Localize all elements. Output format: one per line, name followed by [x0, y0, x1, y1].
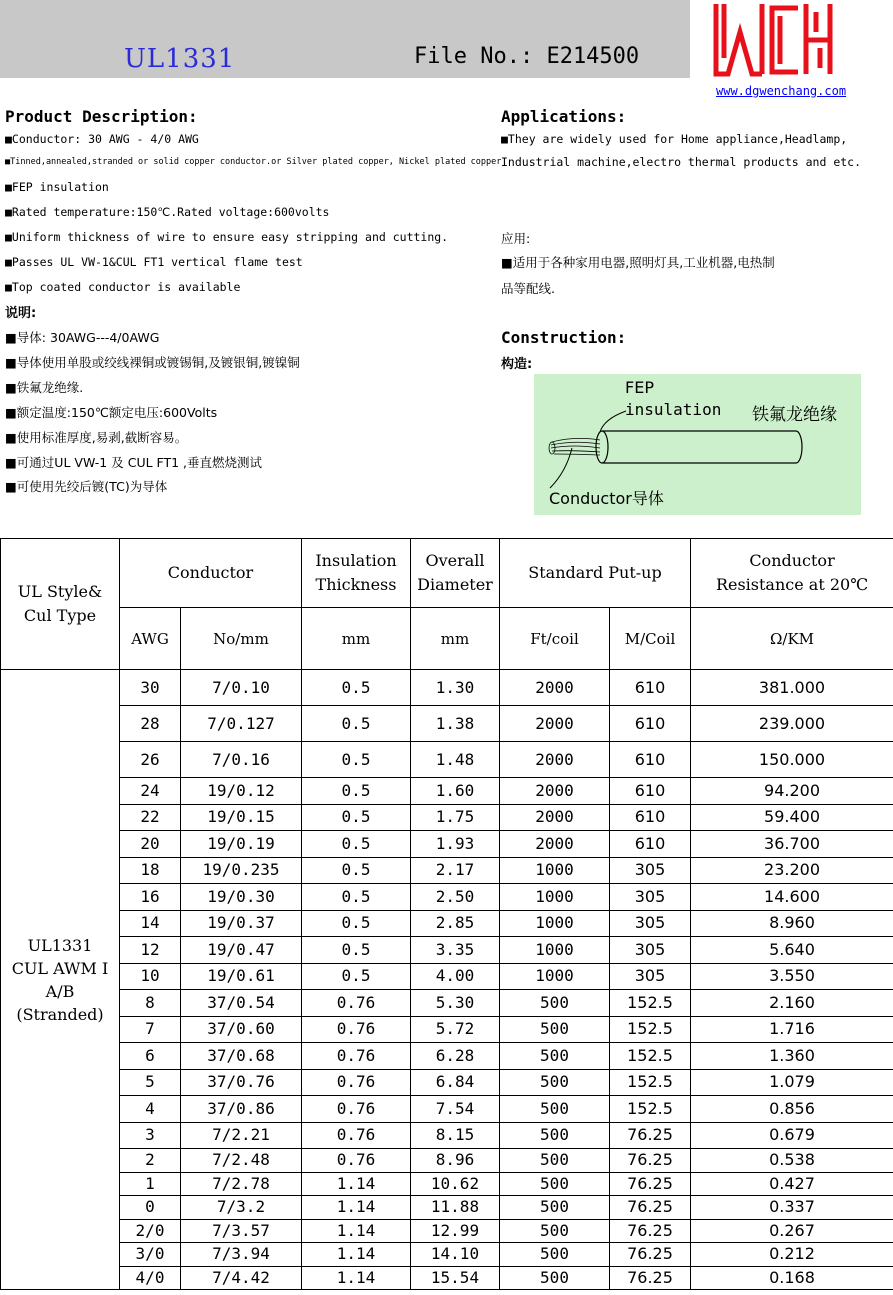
file-number: File No.: E214500: [414, 44, 640, 69]
cell-m-coil: 610: [610, 804, 691, 831]
cell-diameter: 1.48: [411, 742, 500, 778]
cell-m-coil: 305: [610, 884, 691, 911]
cell-diameter: 7.54: [411, 1096, 500, 1123]
cell-awg: 3/0: [120, 1243, 181, 1267]
cell-resistance: 0.337: [691, 1196, 893, 1220]
cell-m-coil: 76.25: [610, 1149, 691, 1173]
cell-nomm: 7/2.48: [181, 1149, 302, 1173]
cell-nomm: 19/0.235: [181, 857, 302, 884]
cell-nomm: 7/0.16: [181, 742, 302, 778]
cell-m-coil: 305: [610, 937, 691, 964]
cell-nomm: 7/3.2: [181, 1196, 302, 1220]
table-row: [1, 1122, 893, 1149]
cell-nomm: 7/2.21: [181, 1122, 302, 1149]
unit-insulation: mm: [302, 608, 411, 670]
cell-diameter: 1.75: [411, 804, 500, 831]
cell-ft-coil: 500: [500, 1219, 610, 1243]
cell-m-coil: 610: [610, 706, 691, 742]
table-row: [1, 1043, 893, 1070]
table-row: [1, 937, 893, 964]
description-cn-item: ■额定温度:150℃额定电压:600Volts: [5, 405, 218, 420]
applications-line: ■They are widely used for Home appliance,Headlamp,: [501, 132, 848, 146]
cell-m-coil: 305: [610, 857, 691, 884]
cell-awg: 2/0: [120, 1219, 181, 1243]
cell-m-coil: 305: [610, 910, 691, 937]
cell-nomm: 7/3.94: [181, 1243, 302, 1267]
cell-nomm: 19/0.47: [181, 937, 302, 964]
table-row: [1, 778, 893, 805]
cell-ft-coil: 1000: [500, 857, 610, 884]
applications-cn-line: 品等配线.: [501, 281, 555, 296]
header-conductor: Conductor: [120, 539, 302, 608]
cell-insulation: 0.76: [302, 1043, 411, 1070]
cell-awg: 12: [120, 937, 181, 964]
unit-ft: Ft/coil: [500, 608, 610, 670]
cell-ft-coil: 1000: [500, 884, 610, 911]
cell-ft-coil: 500: [500, 1149, 610, 1173]
cell-awg: 16: [120, 884, 181, 911]
cell-awg: 24: [120, 778, 181, 805]
cell-nomm: 19/0.19: [181, 831, 302, 858]
table-row: [1, 742, 893, 778]
table-row: [1, 706, 893, 742]
cell-m-coil: 76.25: [610, 1266, 691, 1290]
table-row: [1, 1069, 893, 1096]
cell-nomm: 7/0.10: [181, 670, 302, 706]
cell-awg: 8: [120, 990, 181, 1017]
description-cn-item: ■导体使用单股或绞线裸铜或镀锡铜,及镀银铜,镀镍铜: [5, 355, 300, 370]
cell-diameter: 6.84: [411, 1069, 500, 1096]
cell-ft-coil: 500: [500, 1016, 610, 1043]
cell-ft-coil: 2000: [500, 831, 610, 858]
table-row: [1, 884, 893, 911]
cell-insulation: 1.14: [302, 1243, 411, 1267]
table-row: [1, 1149, 893, 1173]
unit-awg: AWG: [120, 608, 181, 670]
cell-insulation: 1.14: [302, 1219, 411, 1243]
cell-resistance: 0.538: [691, 1149, 893, 1173]
cell-awg: 4: [120, 1096, 181, 1123]
description-item: ■Conductor: 30 AWG - 4/0 AWG: [5, 132, 199, 146]
cell-ft-coil: 1000: [500, 963, 610, 990]
cell-m-coil: 152.5: [610, 990, 691, 1017]
cell-awg: 30: [120, 670, 181, 706]
table-row: [1, 990, 893, 1017]
cell-resistance: 1.079: [691, 1069, 893, 1096]
cell-insulation: 0.5: [302, 778, 411, 805]
cell-insulation: 0.5: [302, 963, 411, 990]
cell-m-coil: 610: [610, 670, 691, 706]
cell-diameter: 14.10: [411, 1243, 500, 1267]
brand-logo: [712, 2, 836, 78]
cell-nomm: 19/0.15: [181, 804, 302, 831]
table-row: [1, 1196, 893, 1220]
header-diameter: Overall Diameter: [411, 539, 500, 608]
description-cn-item: ■铁氟龙绝缘.: [5, 380, 84, 395]
cell-nomm: 19/0.37: [181, 910, 302, 937]
cell-insulation: 0.76: [302, 1016, 411, 1043]
cell-awg: 28: [120, 706, 181, 742]
description-item: ■FEP insulation: [5, 180, 109, 194]
cell-diameter: 11.88: [411, 1196, 500, 1220]
cell-ft-coil: 500: [500, 1196, 610, 1220]
cell-resistance: 0.679: [691, 1122, 893, 1149]
description-item: ■Passes UL VW-1&CUL FT1 vertical flame test: [5, 255, 303, 269]
cell-awg: 6: [120, 1043, 181, 1070]
cell-ft-coil: 500: [500, 1266, 610, 1290]
cell-insulation: 1.14: [302, 1266, 411, 1290]
cell-awg: 4/0: [120, 1266, 181, 1290]
cell-m-coil: 152.5: [610, 1069, 691, 1096]
cell-insulation: 0.5: [302, 884, 411, 911]
construction-heading: Construction:: [501, 328, 627, 347]
cell-m-coil: 76.25: [610, 1122, 691, 1149]
unit-m: M/Coil: [610, 608, 691, 670]
cell-insulation: 0.5: [302, 910, 411, 937]
table-row: [1, 910, 893, 937]
cell-insulation: 0.76: [302, 990, 411, 1017]
ul-style-cell: [1, 670, 120, 1290]
cell-ft-coil: 2000: [500, 804, 610, 831]
cell-diameter: 2.85: [411, 910, 500, 937]
cell-insulation: 1.14: [302, 1172, 411, 1196]
cell-resistance: 1.716: [691, 1016, 893, 1043]
cell-diameter: 12.99: [411, 1219, 500, 1243]
cell-m-coil: 76.25: [610, 1243, 691, 1267]
description-cn-heading: 说明:: [5, 306, 37, 321]
cell-resistance: 94.200: [691, 778, 893, 805]
applications-cn-heading: 应用:: [501, 231, 531, 246]
cell-diameter: 6.28: [411, 1043, 500, 1070]
cell-diameter: 8.96: [411, 1149, 500, 1173]
cell-diameter: 5.30: [411, 990, 500, 1017]
cell-awg: 0: [120, 1196, 181, 1220]
cell-ft-coil: 500: [500, 1172, 610, 1196]
cell-awg: 18: [120, 857, 181, 884]
cell-m-coil: 152.5: [610, 1043, 691, 1070]
cell-awg: 20: [120, 831, 181, 858]
cell-diameter: 4.00: [411, 963, 500, 990]
cell-insulation: 0.76: [302, 1122, 411, 1149]
table-row: [1, 1172, 893, 1196]
cell-nomm: 7/3.57: [181, 1219, 302, 1243]
cell-diameter: 3.35: [411, 937, 500, 964]
ul-style-line: A/B: [45, 981, 75, 1001]
cell-diameter: 1.30: [411, 670, 500, 706]
cell-diameter: 2.17: [411, 857, 500, 884]
conductor-label: Conductor导体: [549, 489, 664, 508]
cell-resistance: 36.700: [691, 831, 893, 858]
applications-line: Industrial machine,electro thermal products and etc.: [501, 155, 862, 169]
description-item: ■Rated temperature:150℃.Rated voltage:600volts: [5, 205, 330, 219]
cell-resistance: 381.000: [691, 670, 893, 706]
cell-nomm: 37/0.60: [181, 1016, 302, 1043]
cell-diameter: 2.50: [411, 884, 500, 911]
cell-m-coil: 305: [610, 963, 691, 990]
insulation-cn-label: 铁氟龙绝缘: [752, 405, 837, 425]
table-row: [1, 831, 893, 858]
fep-label: FEP: [625, 378, 654, 397]
applications-cn-line: ■适用于各种家用电器,照明灯具,工业机器,电热制: [501, 255, 775, 270]
cell-resistance: 239.000: [691, 706, 893, 742]
cell-awg: 1: [120, 1172, 181, 1196]
cell-resistance: 2.160: [691, 990, 893, 1017]
cell-nomm: 37/0.86: [181, 1096, 302, 1123]
cell-ft-coil: 1000: [500, 910, 610, 937]
cell-insulation: 0.5: [302, 831, 411, 858]
cell-resistance: 0.267: [691, 1219, 893, 1243]
model-title: UL1331: [124, 44, 236, 74]
cell-insulation: 0.5: [302, 706, 411, 742]
cell-diameter: 1.60: [411, 778, 500, 805]
cell-m-coil: 610: [610, 831, 691, 858]
cell-nomm: 19/0.61: [181, 963, 302, 990]
description-cn-item: ■可使用先绞后镀(TC)为导体: [5, 479, 168, 494]
cell-ft-coil: 2000: [500, 670, 610, 706]
header-putup: Standard Put-up: [500, 539, 691, 608]
cell-resistance: 59.400: [691, 804, 893, 831]
cell-diameter: 5.72: [411, 1016, 500, 1043]
table-row: [1, 1096, 893, 1123]
cell-awg: 5: [120, 1069, 181, 1096]
cell-ft-coil: 500: [500, 990, 610, 1017]
unit-diameter: mm: [411, 608, 500, 670]
insulation-label: insulation: [625, 400, 722, 419]
cell-insulation: 0.76: [302, 1069, 411, 1096]
description-item: ■Uniform thickness of wire to ensure easy stripping and cutting.: [5, 230, 449, 244]
cell-insulation: 0.5: [302, 670, 411, 706]
cell-ft-coil: 500: [500, 1243, 610, 1267]
cell-ft-coil: 2000: [500, 742, 610, 778]
header-ul-style: UL Style& Cul Type: [1, 539, 120, 670]
cell-diameter: 1.93: [411, 831, 500, 858]
cell-m-coil: 76.25: [610, 1196, 691, 1220]
cell-resistance: 8.960: [691, 910, 893, 937]
cell-nomm: 19/0.30: [181, 884, 302, 911]
cell-insulation: 0.76: [302, 1149, 411, 1173]
unit-nomm: No/mm: [181, 608, 302, 670]
cell-awg: 22: [120, 804, 181, 831]
cell-insulation: 0.5: [302, 742, 411, 778]
cell-resistance: 0.168: [691, 1266, 893, 1290]
cell-awg: 7: [120, 1016, 181, 1043]
cell-resistance: 0.427: [691, 1172, 893, 1196]
cell-m-coil: 610: [610, 742, 691, 778]
cell-nomm: 37/0.54: [181, 990, 302, 1017]
description-item: ■Tinned,annealed,stranded or solid copper conductor.or Silver plated copper, Nickel plated copper: [5, 157, 502, 167]
cell-resistance: 1.360: [691, 1043, 893, 1070]
table-row: [1, 1016, 893, 1043]
cell-m-coil: 152.5: [610, 1016, 691, 1043]
cell-insulation: 1.14: [302, 1196, 411, 1220]
cell-diameter: 15.54: [411, 1266, 500, 1290]
cell-nomm: 7/0.127: [181, 706, 302, 742]
spec-table: [0, 538, 893, 1290]
cell-ft-coil: 2000: [500, 778, 610, 805]
cell-awg: 26: [120, 742, 181, 778]
cell-insulation: 0.76: [302, 1096, 411, 1123]
cell-insulation: 0.5: [302, 804, 411, 831]
cell-ft-coil: 500: [500, 1069, 610, 1096]
cell-resistance: 0.212: [691, 1243, 893, 1267]
cell-nomm: 7/4.42: [181, 1266, 302, 1290]
cell-awg: 2: [120, 1149, 181, 1173]
table-row: [1, 1219, 893, 1243]
header-insulation: Insulation Thickness: [302, 539, 411, 608]
cell-ft-coil: 1000: [500, 937, 610, 964]
cell-resistance: 150.000: [691, 742, 893, 778]
cell-m-coil: 76.25: [610, 1172, 691, 1196]
cell-diameter: 10.62: [411, 1172, 500, 1196]
cell-resistance: 3.550: [691, 963, 893, 990]
cell-insulation: 0.5: [302, 857, 411, 884]
cell-awg: 3: [120, 1122, 181, 1149]
unit-resistance: Ω/KM: [691, 608, 893, 670]
cell-ft-coil: 500: [500, 1122, 610, 1149]
ul-style-line: UL1331: [27, 935, 93, 955]
table-row: [1, 1243, 893, 1267]
table-row: [1, 857, 893, 884]
cell-ft-coil: 500: [500, 1096, 610, 1123]
construction-diagram: [534, 374, 861, 515]
cell-resistance: 0.856: [691, 1096, 893, 1123]
cell-ft-coil: 500: [500, 1043, 610, 1070]
cell-awg: 10: [120, 963, 181, 990]
applications-heading: Applications:: [501, 107, 627, 126]
description-cn-item: ■使用标准厚度,易剥,截断容易。: [5, 430, 188, 445]
cell-insulation: 0.5: [302, 937, 411, 964]
website-link[interactable]: www.dgwenchang.com: [716, 84, 847, 98]
cell-diameter: 1.38: [411, 706, 500, 742]
cell-ft-coil: 2000: [500, 706, 610, 742]
ul-style-line: (Stranded): [16, 1004, 104, 1024]
description-cn-item: ■可通过UL VW-1 及 CUL FT1 ,垂直燃烧测试: [5, 455, 263, 470]
product-description-heading: Product Description:: [5, 107, 198, 126]
cell-awg: 14: [120, 910, 181, 937]
table-row: [1, 1266, 893, 1290]
cell-nomm: 7/2.78: [181, 1172, 302, 1196]
table-row: [1, 963, 893, 990]
cell-resistance: 14.600: [691, 884, 893, 911]
description-cn-item: ■导体: 30AWG---4/0AWG: [5, 330, 160, 345]
cell-resistance: 5.640: [691, 937, 893, 964]
cell-m-coil: 610: [610, 778, 691, 805]
cell-m-coil: 152.5: [610, 1096, 691, 1123]
ul-style-line: CUL AWM I: [11, 958, 109, 978]
cell-resistance: 23.200: [691, 857, 893, 884]
cell-m-coil: 76.25: [610, 1219, 691, 1243]
header-resistance: Conductor Resistance at 20℃: [691, 539, 893, 608]
table-row: [1, 670, 893, 706]
cell-diameter: 8.15: [411, 1122, 500, 1149]
construction-cn-heading: 构造:: [501, 357, 533, 372]
cell-nomm: 19/0.12: [181, 778, 302, 805]
cell-nomm: 37/0.76: [181, 1069, 302, 1096]
table-row: [1, 804, 893, 831]
description-item: ■Top coated conductor is available: [5, 280, 241, 294]
cell-nomm: 37/0.68: [181, 1043, 302, 1070]
